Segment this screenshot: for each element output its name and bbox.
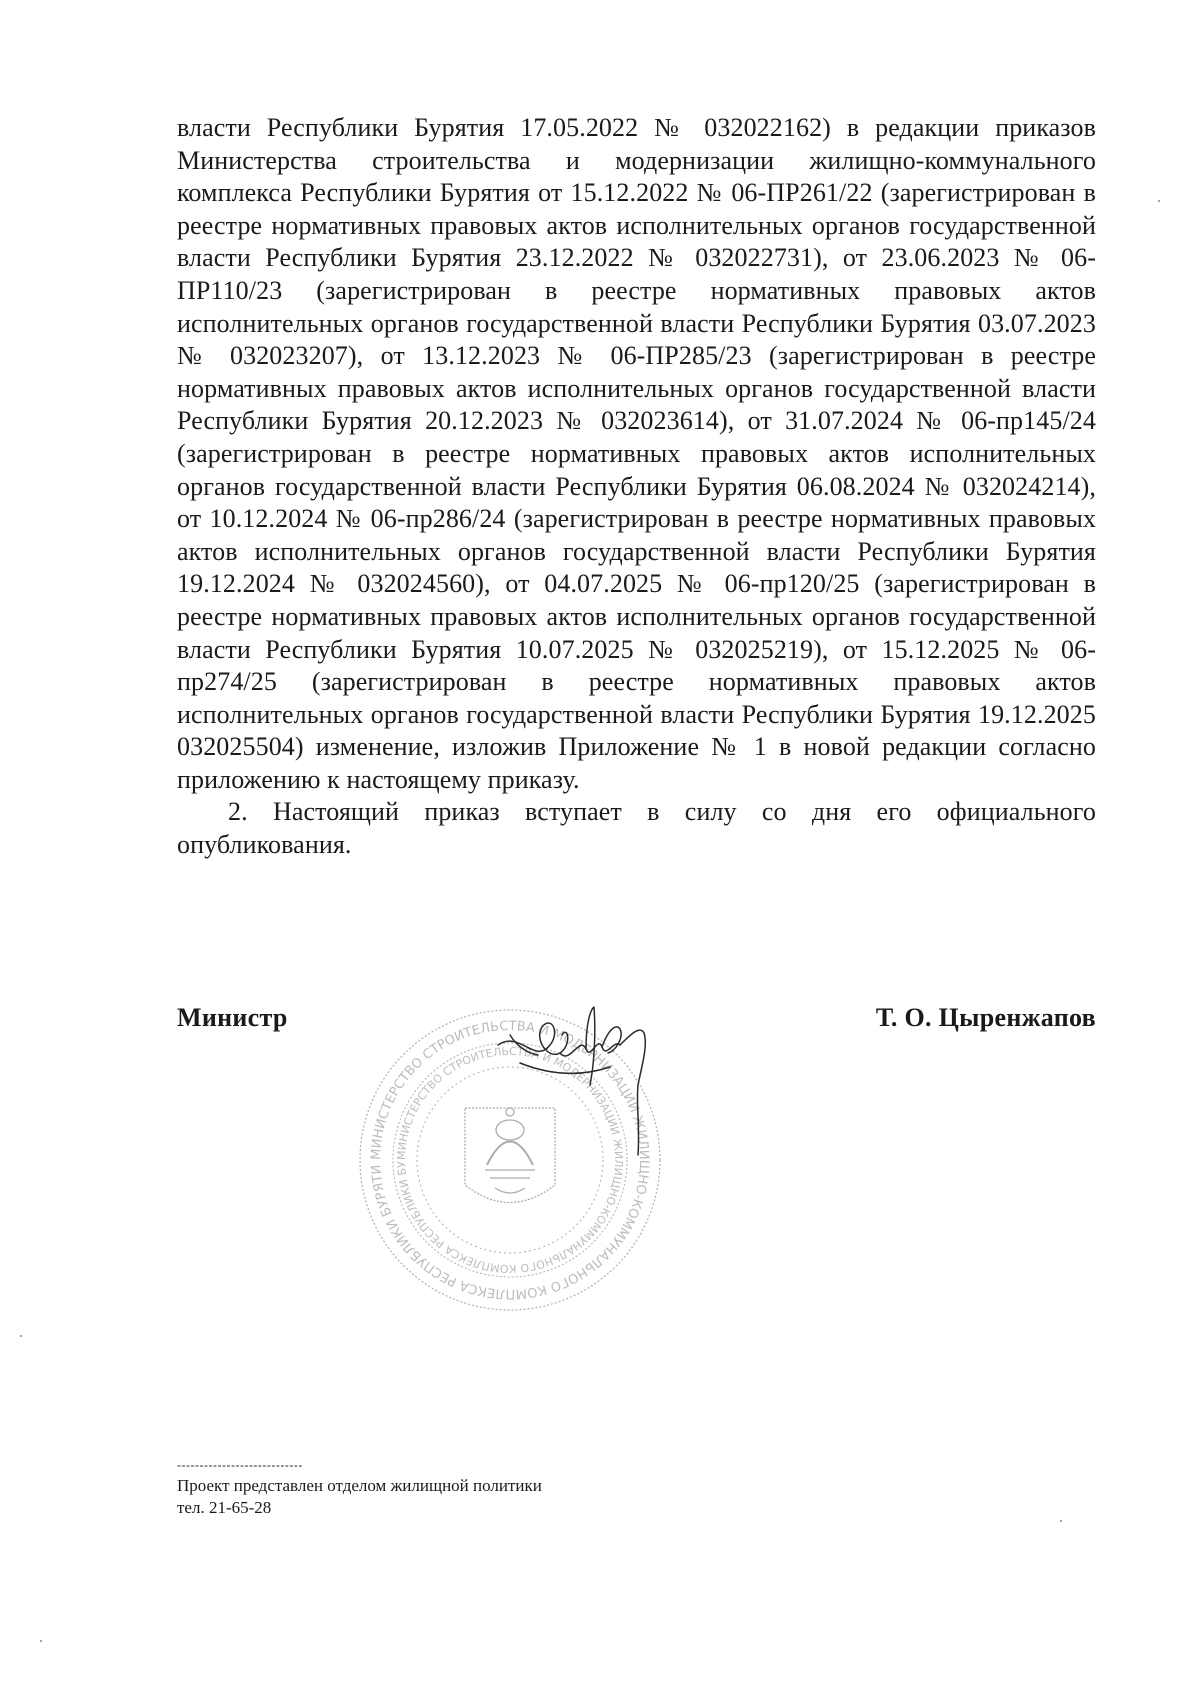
signer-position: Министр — [177, 1003, 288, 1032]
seal-text-inner: МИНИСТЕРСТВО СТРОИТЕЛЬСТВА И МОДЕРНИЗАЦИИ ЖИЛИЩНО-КОММУНАЛЬНОГО КОМПЛЕКСА РЕСПУБЛИКИ БУ — [394, 1044, 626, 1276]
signer-name: Т. О. Цыренжапов — [875, 1003, 1096, 1032]
scan-speck — [1158, 200, 1160, 202]
footnote-separator: ---------------------------- — [177, 1458, 303, 1472]
handwritten-signature — [490, 1005, 660, 1160]
seal-text-outer: МИНИСТЕРСТВО СТРОИТЕЛЬСТВА И МОДЕРНИЗАЦИИ ЖИЛИЩНО-КОММУНАЛЬНОГО КОМПЛЕКСА РЕСПУБЛИКИ БУРЯТИ — [368, 1018, 652, 1302]
footnote — [177, 1475, 542, 1519]
document-body — [177, 112, 1096, 862]
paragraph-effective-date: 2. Настоящий приказ вступает в силу со дня его официального опубликования. — [177, 797, 1096, 860]
footnote-department: Проект представлен отделом жилищной политики — [177, 1476, 542, 1495]
footnote-phone: тел. 21-65-28 — [177, 1498, 272, 1517]
paragraph-amendment: власти Республики Бурятия 17.05.2022 № 032022162) в редакции приказов Министерства строительства и модернизации жилищно-коммунального комплекса Республики Бурятия от 15.12.2022 № 06-ПР261/22 (зарегистрирован в реестре нормативных правовых актов исполнительных органов государственной власти Республики Бурятия 23.12.2022 № 032022731), от 23.06.2023 № 06-ПР110/23 (зарегистрирован в реестре нормативных правовых актов исполнительных органов государственной власти Республики Бурятия 03.07.2023 № 032023207), от 13.12.2023 № 06-ПР285/23 (зарегистрирован в реестре нормативных правовых актов исполнительных органов государственной власти Республики Бурятия 20.12.2023 № 032023614), от 31.07.2024 № 06-пр145/24 (зарегистрирован в реестре нормативных правовых актов исполнительных органов государственной власти Республики Бурятия 06.08.2024 № 032024214), от 10.12.2024 № 06-пр286/24 (зарегистрирован в реестре нормативных правовых актов исполнительных органов государственной власти Республики Бурятия 19.12.2024 № 032024560), от 04.07.2025 № 06-пр120/25 (зарегистрирован в реестре нормативных правовых актов исполнительных органов государственной власти Республики Бурятия 10.07.2025 № 032025219), от 15.12.2025 № 06-пр274/25 (зарегистрирован в реестре нормативных правовых актов исполнительных органов государственной власти Республики Бурятия 19.12.2025 032025504) изменение, изложив Приложение № 1 в новой редакции согласно приложению к настоящему приказу. — [177, 113, 1096, 794]
scan-speck — [40, 1640, 42, 1642]
scan-speck — [1060, 1520, 1062, 1522]
scan-speck — [20, 1335, 22, 1337]
